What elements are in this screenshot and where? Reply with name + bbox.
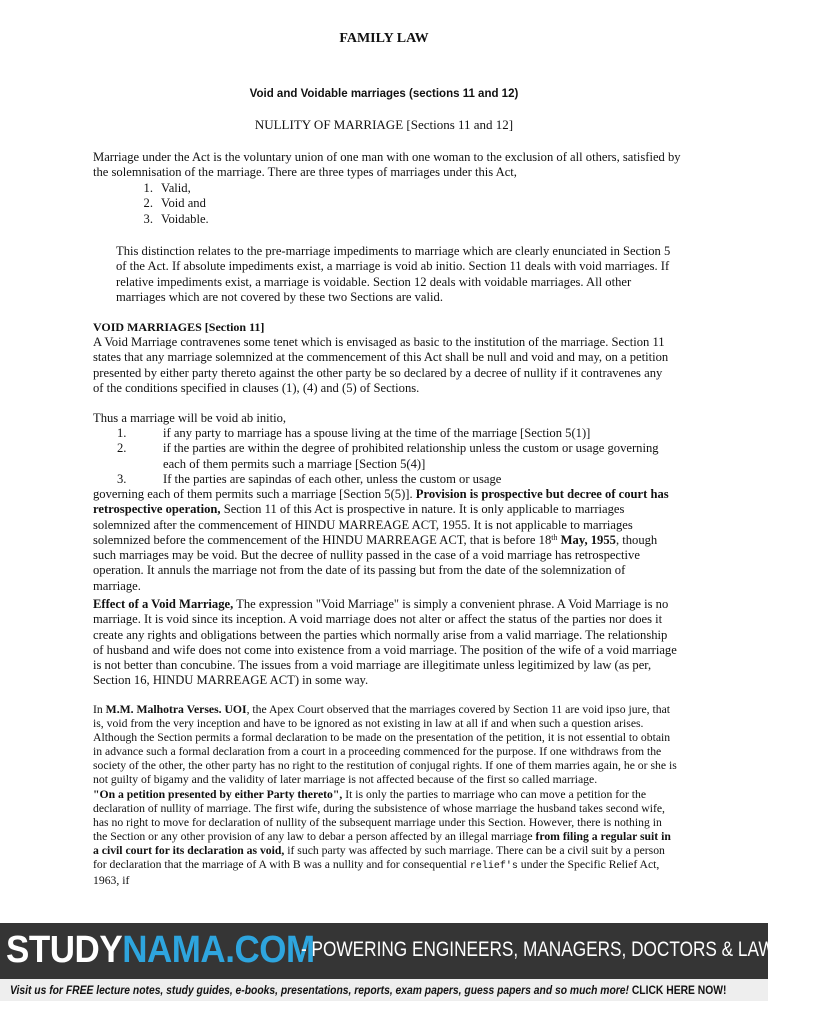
text-run: The expression "Void Marriage" is simply a convenient phrase. A Void Marriage is no marriage. It is void since its inception. A void marriage does not alter or affect the status of the parties nor does it create any rights and obligations between the parties which normally arise from a valid marriage. The relationship of husband and wife does not come into existence from a void marriage. The position of the wife of a void marriage is not better than concubine. The issues from a void marriage are illegitimate unless legitimized by law (as per, Section 16, HINDU MARREAGE ACT) in some way. — [93, 597, 677, 688]
void-conditions-list — [93, 426, 673, 487]
text-run: It is only the parties to marriage who can move a petition for the declaration of nullity of marriage. The first wife, during the subsistence of whose marriage the husband takes second wife, has no right to move for declaration of nullity of the subsequent marriage under this Section. However, there is nothing in the Section or any other provision of any law to debar a person affected by an illegal marriage — [93, 787, 665, 843]
void-marriages-heading: VOID MARRIAGES [Section 11] — [93, 320, 265, 334]
promo-text — [10, 981, 726, 999]
case-name: M.M. Malhotra Verses. UOI — [105, 703, 247, 716]
list-number: 1. — [143, 181, 153, 195]
effect-paragraph — [93, 597, 678, 689]
list-label: Voidable. — [161, 211, 209, 226]
studynama-banner[interactable] — [0, 923, 826, 979]
text-run: , the Apex Court observed that the marriages covered by Section 11 are void ipso jure, that is, void from the very inception and have to be ignored as not existing in law at all if and when such a question arises. Although the Section permits a formal declaration to be made on the presentation of the petition, it is not essential to obtain in advance such a formal declaration from a court in a proceeding commenced for the purpose. If one withdraws from the society of the other, the other party has no right to the restitution of conjugal rights. If one of them marries again, he or she is not guilty of bigamy and the validity of later marriage is not affected because of the first so called marriage. — [93, 703, 677, 787]
text-run: Section 11 of this Act is prospective in nature. It is only applicable to marriages solemnized after the commencement of HINDU MARREAGE ACT, 1955. It is not applicable to marriages solemnized before the commencement of the HINDU MARREAGE ACT, that is before 18 — [93, 502, 633, 547]
list-text: if any party to marriage has a spouse living at the time of the marriage [Section 5(1)] — [163, 426, 591, 440]
list-label: Valid, — [161, 181, 191, 195]
section-heading — [0, 117, 768, 133]
prospective-paragraph — [93, 487, 673, 594]
text-run: under the Specific Relief Act, 1963, if — [93, 858, 660, 888]
bold-phrase: Provision is prospective but decree of court has retrospective operation, — [93, 487, 669, 517]
list-item — [93, 196, 209, 211]
click-here-link[interactable]: CLICK HERE NOW! — [631, 983, 727, 997]
list-text: if the parties are within the degree of prohibited relationship unless the custom or usage governing each of them permits such a marriage [Section 5(4)] — [163, 441, 659, 471]
text-run: , though such marriages may be void. But the decree of nullity passed in the case of a void marriage has retrospective operation. It annuls the marriage not from the date of its passing but from the date of the solemnization of marriage. — [93, 532, 658, 593]
distinction-paragraph: This distinction relates to the pre-marriage impediments to marriage which are clearly enunciated in Section 5 of the Act. If absolute impediments exist, a marriage is void ab initio. Section 11 deals with void marriages. If relative impediments exist, a marriage is voidable. Section 12 deals with voidable marriages. All other marriages which are not covered by these two Sections are valid. — [116, 244, 671, 304]
brand-nama: NAMA.COM — [122, 929, 315, 971]
superscript: th — [551, 532, 558, 542]
document-subtitle: Void and Voidable marriages (sections 11 and 12) — [249, 88, 519, 100]
void-ab-initio-lead: Thus a marriage will be void ab initio, — [93, 411, 287, 425]
list-label: Void and — [161, 196, 206, 211]
intro-paragraph: Marriage under the Act is the voluntary union of one man with one woman to the exclusion of all others, satisfied by the solemnisation of the marriage. There are three types of marriages under this Act, — [93, 150, 681, 180]
bold-phrase: Effect of a Void Marriage, — [93, 597, 234, 611]
list-text: If the parties are sapindas of each other, unless the custom or usage — [163, 471, 502, 486]
marriage-types-list — [93, 181, 209, 227]
list-item — [93, 181, 209, 196]
list-item — [93, 426, 673, 441]
banner-tagline: - POWERING ENGINEERS, MANAGERS, DOCTORS & LAWYERS. — [301, 938, 826, 961]
promo-message: Visit us for FREE lecture notes, study guides, e-books, presentations, reports, exam papers, guess papers and so much more! — [10, 983, 632, 997]
bold-phrase: from filing a regular suit in a civil court for its declaration as void, — [93, 829, 671, 857]
promo-stripe[interactable] — [0, 979, 768, 1001]
list-item — [93, 472, 673, 487]
document-title: FAMILY LAW — [339, 31, 429, 46]
list-item — [93, 441, 673, 472]
text-run: In — [93, 703, 106, 716]
mono-word: relief's — [469, 861, 518, 873]
studynama-logo[interactable] — [6, 925, 315, 975]
list-number: 3. — [143, 211, 153, 226]
list-number: 3. — [117, 471, 127, 486]
brand-study: STUDY — [6, 929, 123, 971]
list-number: 1. — [117, 426, 127, 440]
text-run: governing each of them permits such a marriage [Section 5(5)]. — [93, 487, 416, 501]
bold-phrase: "On a petition presented by either Party thereto", — [93, 787, 343, 801]
list-item — [93, 212, 209, 227]
list-number: 2. — [143, 196, 153, 211]
section-heading-text: NULLITY OF MARRIAGE [Sections 11 and 12] — [254, 117, 514, 132]
bold-date: May, 1955 — [557, 532, 616, 547]
text-run: if such party was affected by such marriage. There can be a civil suit by a person for declaration that the marriage of A with B was a nullity and for consequential — [93, 843, 665, 872]
list-number: 2. — [117, 441, 127, 456]
case-law-paragraph — [93, 703, 678, 888]
void-marriage-paragraph: A Void Marriage contravenes some tenet which is envisaged as basic to the institution of the marriage. Section 11 states that any marriage solemnized at the commencement of this Act shall be null and void and may, on a petition presented by either party thereto against the other party be so declared by a decree of nullity if it contravenes any of the conditions specified in clauses (1), (4) and (5) of Sections. — [93, 335, 669, 395]
